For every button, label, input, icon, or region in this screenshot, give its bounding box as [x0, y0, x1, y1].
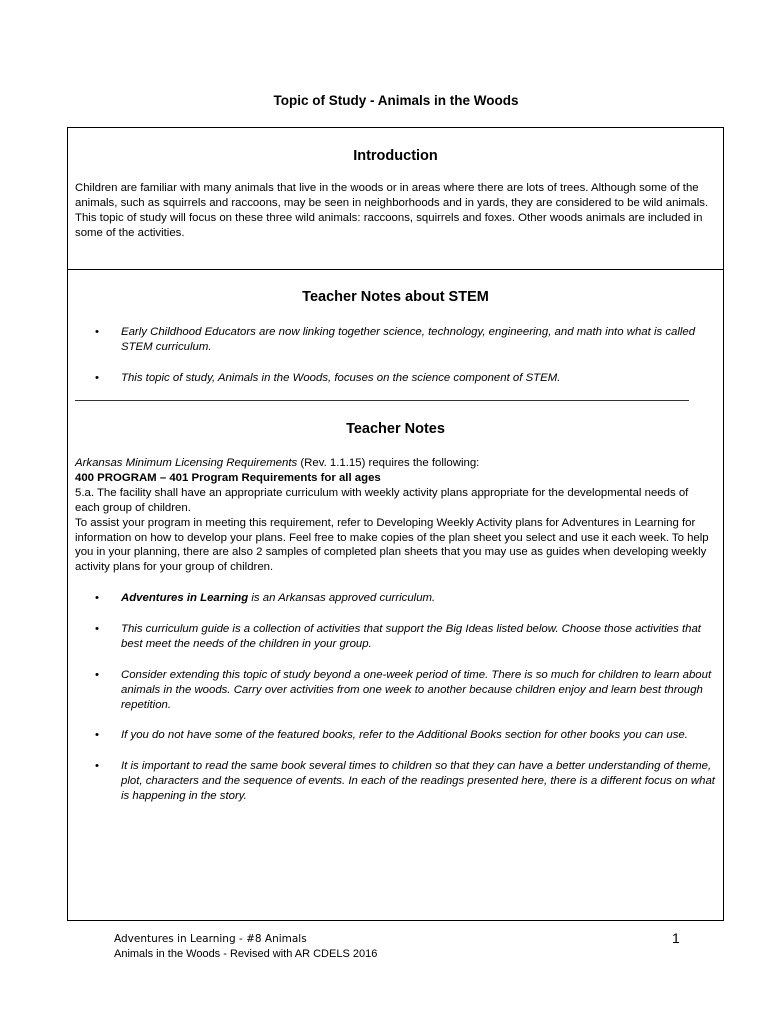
- stem-heading: Teacher Notes about STEM: [302, 289, 489, 305]
- page-title: Topic of Study - Animals in the Woods: [273, 93, 519, 108]
- requirement-text: 5.a. The facility shall have an appropriate curriculum with weekly activity plans appropriate for the developmental needs of each group of children.: [75, 486, 689, 514]
- licensing-rest: (Rev. 1.1.15) requires the following:: [297, 457, 480, 469]
- footer-line-1: Adventures in Learning - #8 Animals: [114, 933, 307, 945]
- teacher-notes-heading: Teacher Notes: [346, 421, 445, 437]
- stem-bullet-list: [75, 325, 715, 386]
- bullet-icon: •: [95, 760, 99, 773]
- introduction-text: Children are familiar with many animals that live in the woods or in areas where there are lots of trees. Although some of the animals, such as squirrels and raccoons, may be seen in neighborhoods and in yards, they are considered to be wild animals. This topic of study will focus on these three wild animals: raccoons, squirrels and foxes. Other woods animals are included in some of the activities.: [75, 182, 709, 239]
- bullet-icon: •: [95, 668, 99, 681]
- bullet-text: is an Arkansas approved curriculum.: [248, 592, 436, 604]
- list-item: [75, 371, 715, 386]
- section-divider: [67, 269, 724, 270]
- list-item: [75, 325, 715, 355]
- bullet-text: If you do not have some of the featured books, refer to the Additional Books section for other books you can use.: [121, 729, 688, 742]
- bullet-icon: •: [95, 326, 99, 338]
- footer-text: [114, 932, 377, 961]
- list-item: [75, 668, 715, 713]
- teacher-notes-body: [75, 456, 715, 575]
- bullet-icon: •: [95, 622, 99, 635]
- list-item: [75, 591, 715, 606]
- bullet-icon: •: [95, 592, 99, 604]
- list-item: [75, 759, 715, 804]
- bullet-text: This curriculum guide is a collection of activities that support the Big Ideas listed below. Choose those activities that best meet the needs of the children in your group.: [121, 622, 701, 650]
- introduction-heading: Introduction: [353, 148, 438, 164]
- stem-bullet-text: Early Childhood Educators are now linking together science, technology, engineering, and math into what is called STEM curriculum.: [121, 326, 696, 353]
- licensing-title: Arkansas Minimum Licensing Requirements: [75, 457, 298, 469]
- teacher-notes-bullet-list: [75, 591, 715, 804]
- stem-bullet-text: This topic of study, Animals in the Woods, focuses on the science component of STEM.: [121, 371, 561, 384]
- licensing-line: [75, 456, 715, 471]
- bullet-text: Consider extending this topic of study beyond a one-week period of time. There is so much for children to learn about animals in the woods. Carry over activities from one week to another because children enjoy and learn best through repetition.: [121, 668, 712, 711]
- list-item: [75, 728, 715, 743]
- curriculum-name: Adventures in Learning: [121, 592, 249, 604]
- bullet-icon: •: [95, 371, 99, 384]
- bullet-text: It is important to read the same book several times to children so that they can have a better understanding of theme, plot, characters and the sequence of events. In each of the readings presented here, there is a different focus on what is happening in the story.: [121, 760, 715, 803]
- list-item: [75, 622, 715, 652]
- assist-text: To assist your program in meeting this requirement, refer to Developing Weekly Activity plans for Adventures in Learning for information on how to develop your plans. Feel free to make copies of the plan sheet you select and use it each week. To help you in your planning, there are also 2 samples of completed plan sheets that you may use as guides when developing weekly activity plans for your group of children.: [75, 516, 709, 574]
- bullet-icon: •: [95, 729, 99, 742]
- footer-line-2: Animals in the Woods - Revised with AR CDELS 2016: [114, 947, 378, 960]
- horizontal-rule: [75, 400, 689, 401]
- page-number: 1: [672, 930, 680, 946]
- program-heading: 400 PROGRAM – 401 Program Requirements for all ages: [75, 471, 381, 484]
